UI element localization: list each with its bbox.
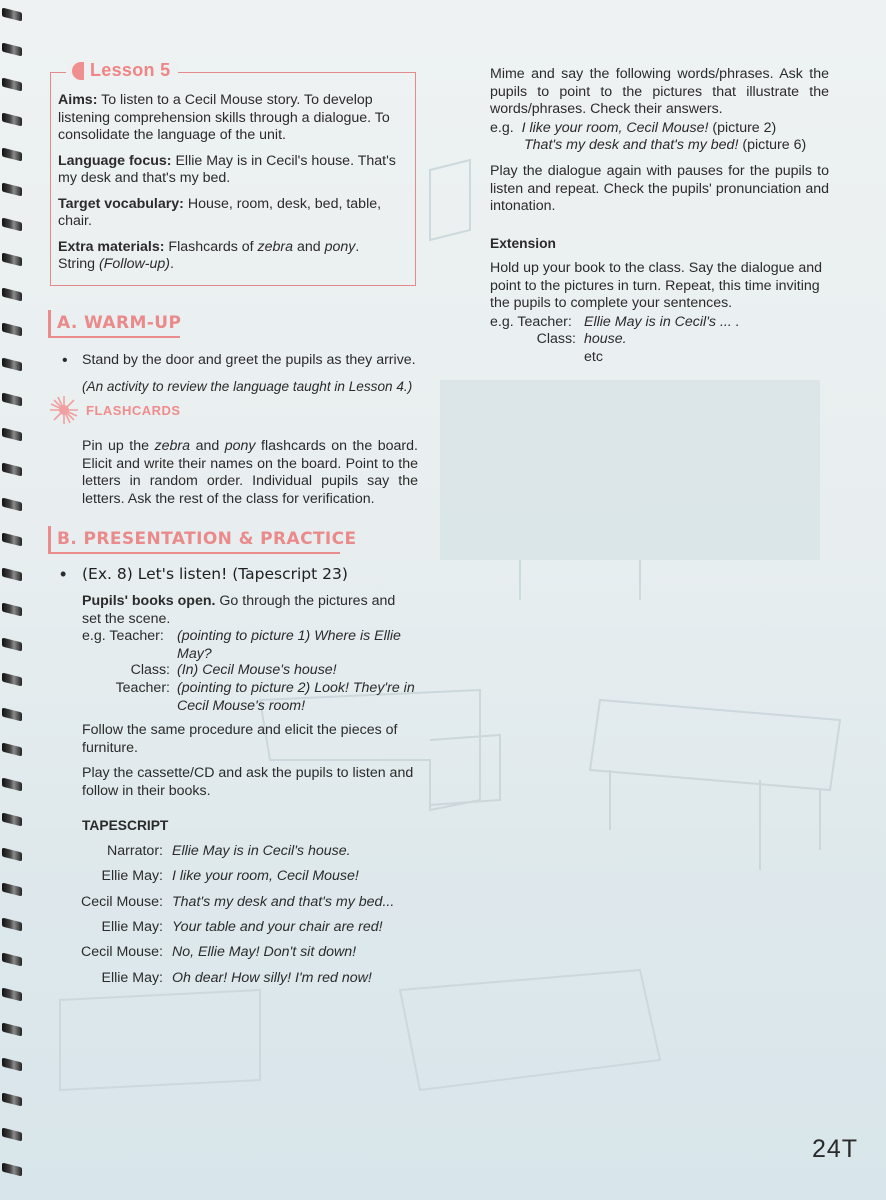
target-vocabulary: Target vocabulary: House, room, desk, bed, table, chair. (58, 195, 382, 229)
tapescript-speaker: Ellie May: (101, 868, 163, 884)
lesson-title: Lesson 5 (90, 60, 171, 80)
flashcards-label-row (48, 394, 181, 426)
tapescript-line: Your table and your chair are red! (172, 919, 383, 935)
binding-ring (2, 1163, 22, 1177)
warmup-note: (An activity to review the language taught in Lesson 4.) (82, 379, 413, 394)
language-focus: Language focus: Ellie May is in Cecil's house. That's my desk and that's my bed. (58, 152, 396, 186)
binding-ring (2, 673, 22, 687)
tapescript-speaker: Narrator: (107, 843, 163, 859)
binding-ring (2, 358, 22, 372)
section-bar (48, 526, 51, 552)
binding-ring (2, 848, 22, 862)
exercise-heading: (Ex. 8) Let's listen! (Tapescript 23) (82, 565, 348, 583)
binding-ring (2, 8, 22, 22)
binding-ring (2, 708, 22, 722)
tapescript-line: That's my desk and that's my bed... (172, 894, 395, 910)
tapescript-heading: TAPESCRIPT (82, 818, 169, 833)
binding-ring (2, 638, 22, 652)
binding-ring (2, 78, 22, 92)
play-again: Play the dialogue again with pauses for the pupils to listen and repeat. Check the pupils' pronunciation and intonation. (490, 163, 829, 214)
binding-ring (2, 953, 22, 967)
binding-ring (2, 1128, 22, 1142)
binding-ring (2, 148, 22, 162)
binding-ring (2, 568, 22, 582)
binding-ring (2, 743, 22, 757)
binding-ring (2, 533, 22, 547)
binding-ring (2, 988, 22, 1002)
section-practice-heading: B. PRESENTATION & PRACTICE (48, 526, 357, 552)
binding-ring (2, 1058, 22, 1072)
starburst-icon (48, 394, 80, 426)
section-underline (48, 552, 340, 554)
binding-ring (2, 428, 22, 442)
binding-ring (2, 918, 22, 932)
binding-ring (2, 218, 22, 232)
extension-heading: Extension (490, 236, 556, 251)
extra-materials: Extra materials: Flashcards of zebra and pony. String (Follow-up). (58, 238, 360, 272)
binding-ring (2, 288, 22, 302)
section-warmup-heading: A. WARM-UP (48, 310, 181, 336)
binding-ring (2, 813, 22, 827)
follow-procedure: Follow the same procedure and elicit the pieces of furniture. (82, 722, 398, 756)
mime-example-2: That's my desk and that's my bed! (picture 6) (524, 137, 807, 153)
binding-ring (2, 183, 22, 197)
lesson-content (58, 92, 398, 282)
mime-example-1: e.g. I like your room, Cecil Mouse! (picture 2) (490, 120, 777, 136)
binding-ring (2, 498, 22, 512)
tapescript-line: Oh dear! How silly! I'm red now! (172, 970, 372, 986)
section-bar (48, 310, 51, 336)
binding-ring (2, 393, 22, 407)
play-cassette: Play the cassette/CD and ask the pupils to listen and follow in their books. (82, 765, 414, 799)
lesson-title-tab (66, 60, 178, 81)
flashcards-label: FLASHCARDS (86, 402, 181, 418)
binding-ring (2, 1023, 22, 1037)
lesson-marker-icon (72, 62, 84, 80)
section-underline (48, 336, 180, 338)
binding-ring (2, 43, 22, 57)
binding-ring (2, 883, 22, 897)
tapescript-line: No, Ellie May! Don't sit down! (172, 944, 357, 960)
tapescript-speaker: Cecil Mouse: (80, 894, 163, 910)
binding-ring (2, 113, 22, 127)
binding-ring (2, 603, 22, 617)
extension-class-answer: house. etc (584, 331, 627, 365)
tapescript-speaker: Ellie May: (101, 970, 163, 986)
warmup-bullet: • Stand by the door and greet the pupils as they arrive. (82, 352, 422, 370)
page-number: 24T (812, 1135, 859, 1163)
binding-ring (2, 463, 22, 477)
binding-ring (2, 1093, 22, 1107)
aims: Aims: To listen to a Cecil Mouse story. To develop listening comprehension skills through a dialogue. To consolidate the language of the unit. (58, 92, 390, 143)
binding-ring (2, 778, 22, 792)
exercise-bullet: • (60, 564, 67, 584)
mime-instructions: Mime and say the following words/phrases. Ask the pupils to point to the pictures that illustrate the words/phrases. Check their answers. (490, 66, 829, 117)
tapescript-line: I like your room, Cecil Mouse! (172, 868, 359, 884)
flashcards-instructions: Pin up the zebra and pony flashcards on the board. Elicit and write their names on the board. Point to the letters in random order. Individual pupils say the letters. Ask the rest of the class for verification. (82, 438, 418, 507)
tapescript-speaker: Ellie May: (101, 919, 163, 935)
extension-text: Hold up your book to the class. Say the dialogue and point to the pictures in turn. Repeat, this time inviting the pupils to complete your sentences. (490, 260, 823, 311)
tapescript-line: Ellie May is in Cecil's house. (172, 843, 351, 859)
tapescript-speaker: Cecil Mouse: (80, 944, 163, 960)
spiral-binding (0, 0, 26, 1200)
binding-ring (2, 323, 22, 337)
pupils-books-open: Pupils' books open. Go through the pictures and set the scene. (82, 593, 396, 627)
binding-ring (2, 253, 22, 267)
